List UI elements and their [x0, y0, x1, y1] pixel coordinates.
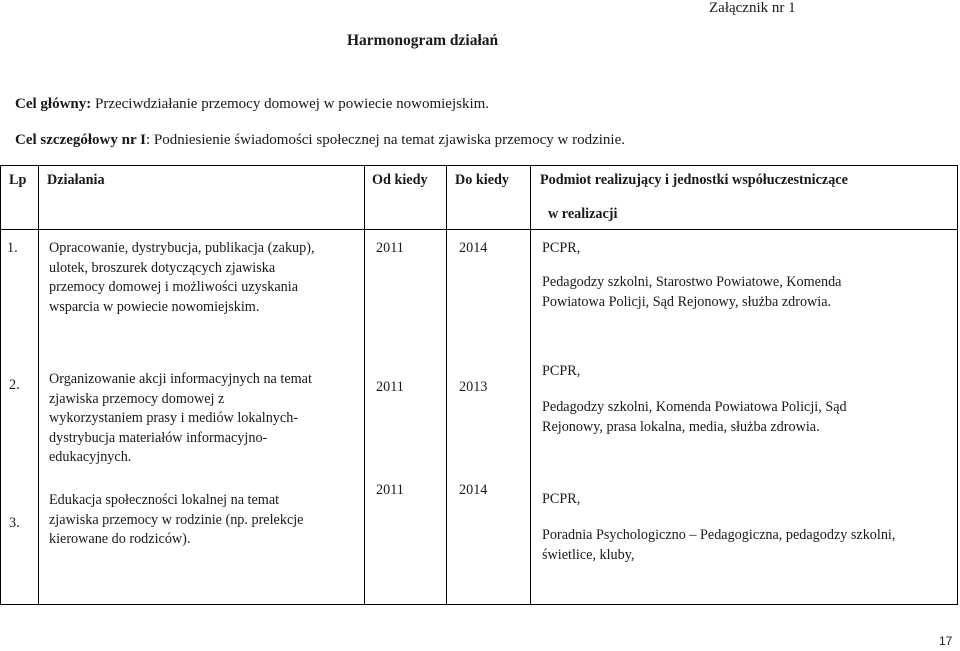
- row1-action-line: wsparcia w powiecie nowomiejskim.: [49, 298, 260, 315]
- row2-action-line: edukacyjnych.: [49, 449, 132, 465]
- row1-subject-line: Pedagodzy szkolni, Starostwo Powiatowe, Komenda: [542, 274, 842, 290]
- row2-action-line: zjawiska przemocy domowej z: [49, 390, 225, 407]
- row2-to: 2013: [459, 379, 488, 395]
- row2-action: [49, 370, 312, 468]
- header-from: Od kiedy: [372, 172, 428, 188]
- row3-subject-line: PCPR,: [542, 491, 581, 507]
- page-title: Harmonogram działań: [347, 32, 499, 49]
- row1-subject: [542, 273, 841, 312]
- row2-subject-line: PCPR,: [542, 363, 581, 379]
- header-actions: Działania: [47, 172, 105, 188]
- header-subject: Podmiot realizujący i jednostki współuczestniczące: [540, 172, 848, 188]
- header-to: Do kiedy: [455, 172, 509, 188]
- table-border-left: [0, 165, 1, 605]
- main-goal: [15, 96, 489, 113]
- row3-action: [49, 491, 303, 550]
- row2-action-line: Organizowanie akcji informacyjnych na temat: [49, 371, 312, 387]
- row2-subject: [542, 398, 847, 437]
- table-border-bottom: [0, 604, 958, 605]
- col-divider-from: [446, 165, 447, 605]
- specific-goal-text: : Podniesienie świadomości społecznej na temat zjawiska przemocy w rodzinie.: [145, 132, 625, 148]
- row1-action: [49, 239, 315, 317]
- col-divider-actions: [364, 165, 365, 605]
- row1-to: 2014: [459, 240, 488, 256]
- row2-action-line: dystrybucja materiałów informacyjno-: [49, 429, 268, 446]
- row3-from: 2011: [376, 482, 404, 498]
- row3-subject: [542, 526, 895, 565]
- row1-action-line: Opracowanie, dystrybucja, publikacja (zakup),: [49, 240, 315, 256]
- row3-action-line: kierowane do rodziców).: [49, 531, 191, 547]
- page-number: 17: [939, 634, 953, 648]
- row1-from: 2011: [376, 240, 404, 256]
- row2-lp: 2.: [9, 377, 20, 393]
- header-subject-cont: w realizacji: [548, 206, 618, 222]
- row3-to: 2014: [459, 482, 488, 498]
- row3-subject-line: Poradnia Psychologiczno – Pedagogiczna, pedagodzy szkolni,: [542, 527, 896, 543]
- specific-goal-label: Cel szczegółowy nr I: [15, 132, 146, 148]
- row3-subject-line: świetlice, kluby,: [542, 546, 635, 563]
- row3-lp: 3.: [9, 515, 20, 531]
- header-divider: [0, 229, 958, 230]
- row2-subject-line: Pedagodzy szkolni, Komenda Powiatowa Policji, Sąd: [542, 399, 847, 415]
- table-border-top: [0, 165, 958, 166]
- row2-action-line: wykorzystaniem prasy i mediów lokalnych-: [49, 410, 299, 426]
- col-divider-to: [530, 165, 531, 605]
- schedule-table: [0, 165, 958, 605]
- main-goal-label: Cel główny:: [15, 96, 92, 112]
- specific-goal: [15, 132, 625, 149]
- main-goal-text: Przeciwdziałanie przemocy domowej w powiecie nowomiejskim.: [91, 96, 490, 112]
- row3-action-line: zjawiska przemocy w rodzinie (np. prelekcje: [49, 511, 304, 528]
- row2-subject-line: Rejonowy, prasa lokalna, media, służba zdrowia.: [542, 418, 820, 435]
- row1-subject-line: PCPR,: [542, 240, 581, 256]
- header-lp: Lp: [9, 172, 27, 188]
- row2-from: 2011: [376, 379, 404, 395]
- row3-action-line: Edukacja społeczności lokalnej na temat: [49, 492, 280, 508]
- annex-label: Załącznik nr 1: [709, 0, 796, 16]
- col-divider-lp: [38, 165, 39, 605]
- row1-lp: 1.: [7, 240, 18, 256]
- row1-subject-line: Powiatowa Policji, Sąd Rejonowy, służba zdrowia.: [542, 293, 832, 310]
- table-border-right: [957, 165, 958, 605]
- row1-action-line: przemocy domowej i możliwości uzyskania: [49, 279, 299, 295]
- row1-action-line: ulotek, broszurek dotyczących zjawiska: [49, 259, 276, 276]
